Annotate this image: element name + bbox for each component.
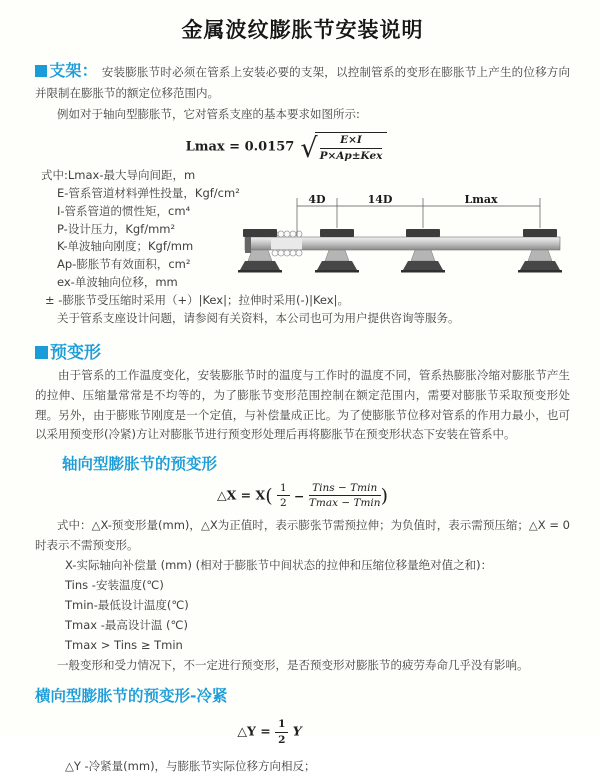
definition-line: ex-单波轴向位移，mm (57, 274, 178, 289)
fraction-numerator: 1 (277, 482, 290, 497)
right-paren: ) (380, 484, 388, 507)
formula-lhs: △Y = (237, 723, 271, 739)
support-section-paragraph (35, 60, 570, 104)
fraction-numerator: Tins − Tmin (309, 482, 381, 497)
note-line: X-实际轴向补偿量 (mm) (相对于膨胀节中间状态的拉伸和压缩位移量绝对值之和)： (65, 557, 493, 572)
predeform-body: 由于管系的工作温度变化，安装膨胀节时的温度与工作时的温度不同，管系热膨胀冷缩对膨胀节产生的拉伸、压缩量常常是不均等的，为了膨胀节变形范围控制在额定范围内，需要对膨胀节采取预变形处理。另外，由于膨账节刚度是一个定值，与补偿量成正比。为了使膨胀节位移对管系的作用力最小，也可以采用预变形(冷紧)方让对膨胀节进行预变形处理后再将膨胀节在预变形状态下安装在管系中。 (35, 368, 570, 442)
lateral-predeform-heading: 横向型膨胀节的预变形-冷紧 (35, 686, 228, 705)
fraction-numerator: 1 (275, 718, 288, 733)
dim-label-14d: 14D (367, 193, 393, 206)
fraction-denominator: 2 (279, 497, 287, 510)
lateral-predeform-formula (35, 718, 570, 746)
fraction-denominator: Tmax − Tmin (308, 497, 381, 510)
pipe-support (401, 229, 445, 273)
axial-formula-notes (35, 515, 570, 675)
dim-label-lmax: Lmax (464, 193, 498, 206)
definition-line: 式中:Lmax-最大导向间距，m (41, 168, 196, 183)
guide-spacing-formula (35, 132, 570, 162)
formula-lhs: △X = X (217, 487, 266, 503)
definition-line: I-管系管道的惯性矩，cm⁴ (57, 203, 191, 218)
support-section-heading: 支架： (49, 61, 98, 80)
definition-line: 关于管系支座设计问题，请参阅有关资料，本公司也可为用户提供咨询等服务。 (57, 310, 460, 325)
note-line: Tins -安装温度(℃) (65, 577, 164, 592)
note-line: Tmax > Tins ≥ Tmin (65, 637, 183, 652)
dim-label-4d: 4D (308, 193, 326, 206)
page-title: 金属波纹膨胀节安装说明 (181, 18, 424, 42)
section-bullet-icon (35, 346, 48, 359)
note-line: 式中：△X-预变形量(mm)，△X为正值时，表示膨张节需预拉伸；为负值时，表示需预压缩；△X = 0时表示不需预变形。 (35, 517, 570, 552)
fraction-denominator: 2 (278, 733, 286, 746)
definition-line: ± -膨胀节受压缩时采用（+）|Kex|；拉伸时采用(-)|Kex|。 (45, 292, 349, 307)
note-line: 一般变形和受力情况下，不一定进行预变形，是否预变形对膨胀节的疲劳寿命几乎没有影响。 (57, 657, 529, 672)
lateral-formula-note: △Y -冷紧量(mm)，与膨胀节实际位移方向相反； (65, 759, 316, 774)
predeform-section-heading: 预变形 (35, 338, 570, 363)
note-line: Tmax -最高设计温 (℃) (65, 617, 188, 632)
section-bullet-icon (35, 65, 47, 77)
pipe-support (518, 229, 562, 273)
definition-line: E-管系管道材料弹性投量，Kgf/cm² (57, 185, 240, 200)
minus-operator: − (294, 488, 305, 504)
axial-predeform-formula (35, 482, 570, 510)
support-section-body: 安装膨胀节时必须在管系上安装必要的支架，以控制管系的变形在膨胀节上产生的位移方向并限制在膨胀节的额定位移范围内。 (35, 65, 570, 100)
pipe-support (315, 229, 359, 273)
formula-rhs: Y (292, 723, 302, 739)
pipe-support-diagram (240, 192, 598, 286)
note-line: Tmin-最低设计温度(℃) (65, 597, 189, 612)
formula-lhs: Lmax = 0.0157 (185, 139, 295, 155)
support-example-line: 例如对于轴向型膨胀节，它对管系支座的基本要求如图所示: (57, 107, 360, 121)
axial-predeform-heading: 轴向型膨胀节的预变形 (62, 454, 218, 473)
radical-sign: √ (300, 132, 318, 164)
definition-line: Ap-膨胀节有效面积，cm² (57, 257, 191, 272)
definition-line: K-单波轴向刚度；Kgf/mm (57, 239, 194, 254)
formula-denominator: P×Ap±Kex (319, 149, 383, 162)
formula-numerator: E×I (320, 134, 383, 149)
definition-line: P-设计压力，Kgf/mm² (57, 221, 176, 236)
left-paren: ( (265, 484, 273, 507)
